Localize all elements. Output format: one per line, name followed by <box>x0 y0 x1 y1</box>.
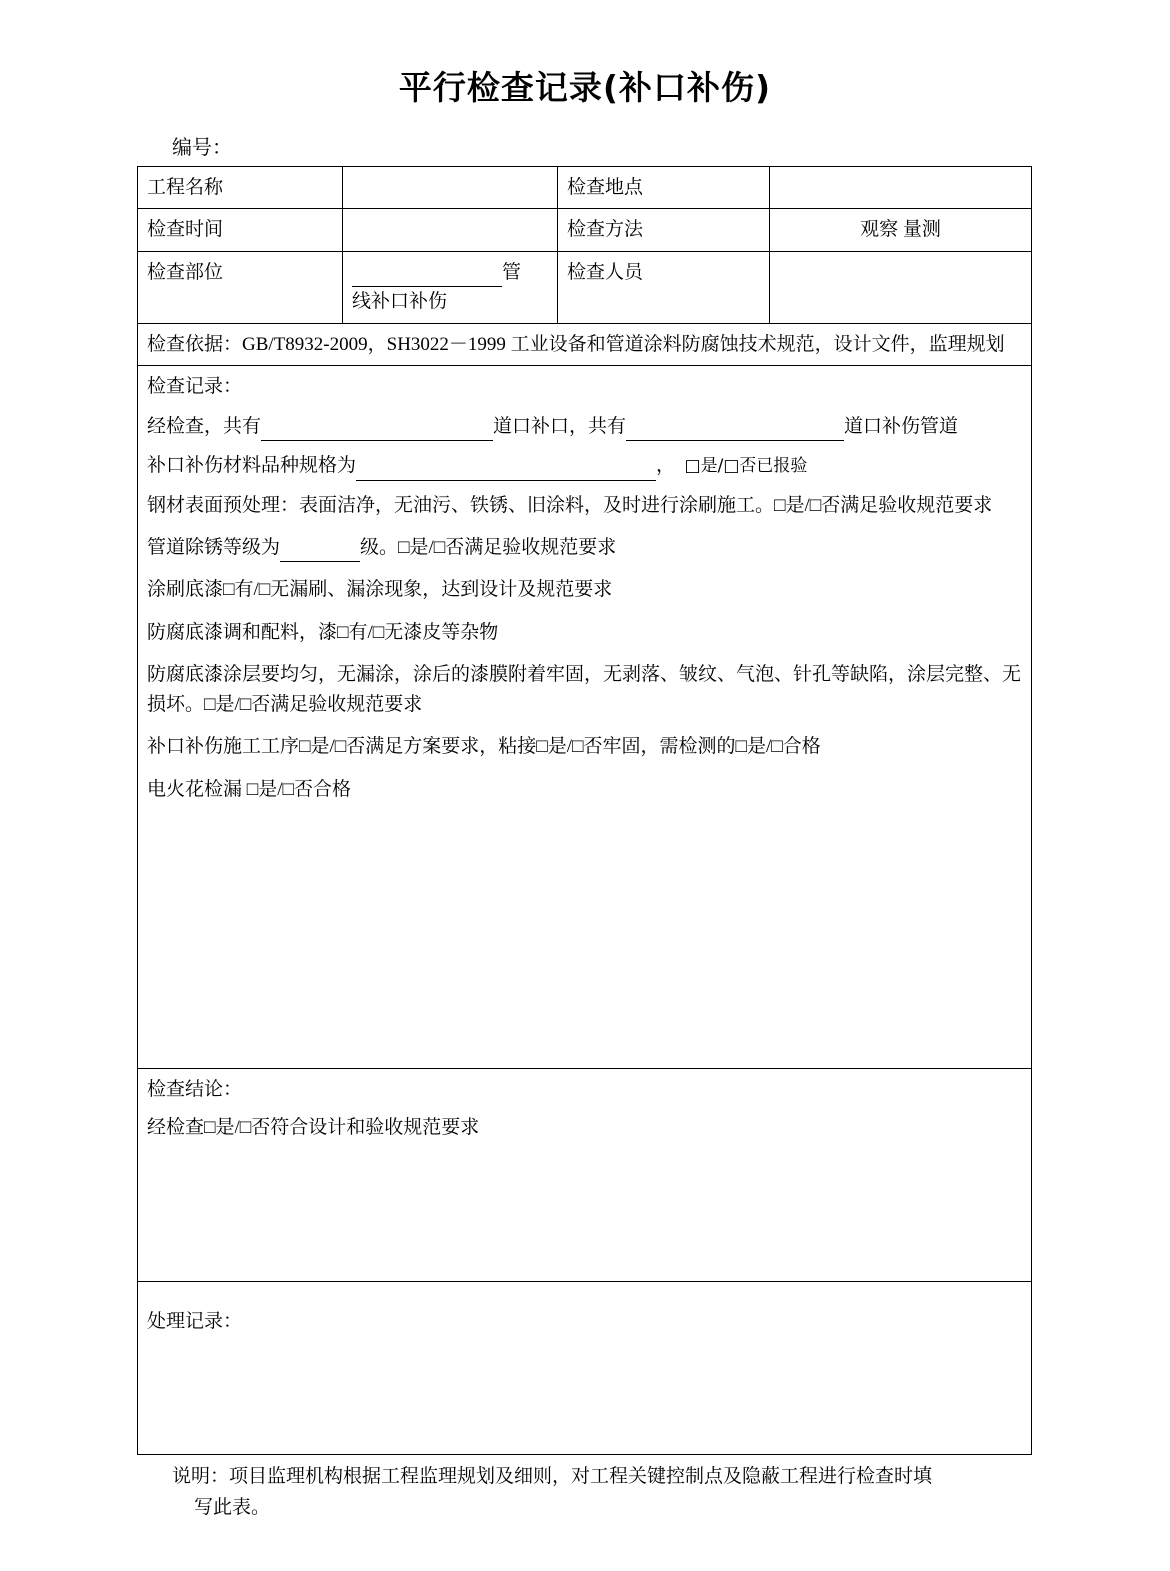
table-row <box>138 167 1032 209</box>
project-name-label: 工程名称 <box>138 167 343 209</box>
inspector-label: 检查人员 <box>558 251 770 323</box>
record-blank-1[interactable] <box>261 420 493 441</box>
record-line-4-a: 管道除锈等级为 <box>147 536 281 558</box>
table-row <box>138 323 1032 365</box>
handling-record-cell[interactable] <box>138 1282 1032 1455</box>
page-title: 平行检查记录(补口补伤) <box>398 68 772 107</box>
record-line-4 <box>147 533 1022 562</box>
record-line-4-b: 级。□是/□否满足验收规范要求 <box>360 536 617 558</box>
record-line-7: 防腐底漆涂层要均匀，无漏涂，涂后的漆膜附着牢固，无剥落、皱纹、气泡、针孔等缺陷，涂层完整、无损坏。□是/□否满足验收规范要求 <box>147 664 1022 715</box>
inspection-conclusion-cell[interactable] <box>138 1069 1032 1282</box>
inspection-record-label: 检查记录： <box>147 376 243 398</box>
record-line-2-a: 补口补伤材料品种规格为 <box>147 455 357 477</box>
inspection-part-value[interactable] <box>343 251 558 323</box>
inspection-method-label: 检查方法 <box>558 209 770 251</box>
inspector-value[interactable] <box>770 251 1032 323</box>
inspection-basis-label: 检查依据： <box>147 333 243 355</box>
record-number-label: 编号： <box>172 137 232 159</box>
form-note-line-1: 说明：项目监理机构根据工程监理规划及细则，对工程关键控制点及隐蔽工程进行检查时填 <box>172 1466 933 1488</box>
form-note <box>172 1462 1042 1523</box>
inspection-part-label: 检查部位 <box>138 251 343 323</box>
record-blank-2[interactable] <box>626 420 844 441</box>
record-line-2-c[interactable]: □是/□否已报验 <box>684 456 808 477</box>
inspection-basis-cell <box>138 323 1032 365</box>
table-row <box>138 251 1032 323</box>
table-row <box>138 1282 1032 1455</box>
record-line-3: 钢材表面预处理：表面洁净，无油污、铁锈、旧涂料，及时进行涂刷施工。□是/□否满足验收规范要求 <box>147 494 993 516</box>
inspection-location-value[interactable] <box>770 167 1032 209</box>
inspection-time-value[interactable] <box>343 209 558 251</box>
record-line-1-c: 道口补伤管道 <box>844 415 959 437</box>
inspection-record-cell[interactable] <box>138 366 1032 1069</box>
record-line-1-a: 经检查，共有 <box>147 415 262 437</box>
table-row <box>138 366 1032 1069</box>
inspection-location-label: 检查地点 <box>558 167 770 209</box>
inspection-basis-text: GB/T8932-2009，SH3022－1999 工业设备和管道涂料防腐蚀技术规范，设计文件，监理规划 <box>242 333 1005 355</box>
table-row <box>138 209 1032 251</box>
record-line-1 <box>147 412 1022 441</box>
record-line-5: 涂刷底漆□有/□无漏刷、漏涂现象，达到设计及规范要求 <box>147 579 613 601</box>
inspection-part-second-line: 线补口补伤 <box>352 291 448 313</box>
table-row <box>138 1069 1032 1282</box>
handling-record-label: 处理记录： <box>147 1311 243 1333</box>
record-line-2-b: ， <box>656 455 676 477</box>
record-line-2 <box>147 451 1022 480</box>
record-line-9: 电火花检漏 □是/□否合格 <box>147 778 351 800</box>
form-note-line-2: 写此表。 <box>194 1496 271 1518</box>
inspection-conclusion-text: 经检查□是/□否符合设计和验收规范要求 <box>147 1116 480 1138</box>
inspection-method-value[interactable]: 观察 量测 <box>770 209 1032 251</box>
record-blank-3[interactable] <box>356 460 656 481</box>
inspection-conclusion-label: 检查结论： <box>147 1079 243 1101</box>
record-line-1-b: 道口补口，共有 <box>493 415 627 437</box>
record-line-6: 防腐底漆调和配料，漆□有/□无漆皮等杂物 <box>147 621 499 643</box>
record-blank-4[interactable] <box>280 541 360 562</box>
project-name-value[interactable] <box>343 167 558 209</box>
inspection-time-label: 检查时间 <box>138 209 343 251</box>
inspection-form-table <box>137 166 1032 1455</box>
record-line-8: 补口补伤施工工序□是/□否满足方案要求，粘接□是/□否牢固，需检测的□是/□合格 <box>147 736 821 758</box>
inspection-part-blank[interactable] <box>352 266 502 287</box>
inspection-part-suffix: 管 <box>502 261 522 283</box>
